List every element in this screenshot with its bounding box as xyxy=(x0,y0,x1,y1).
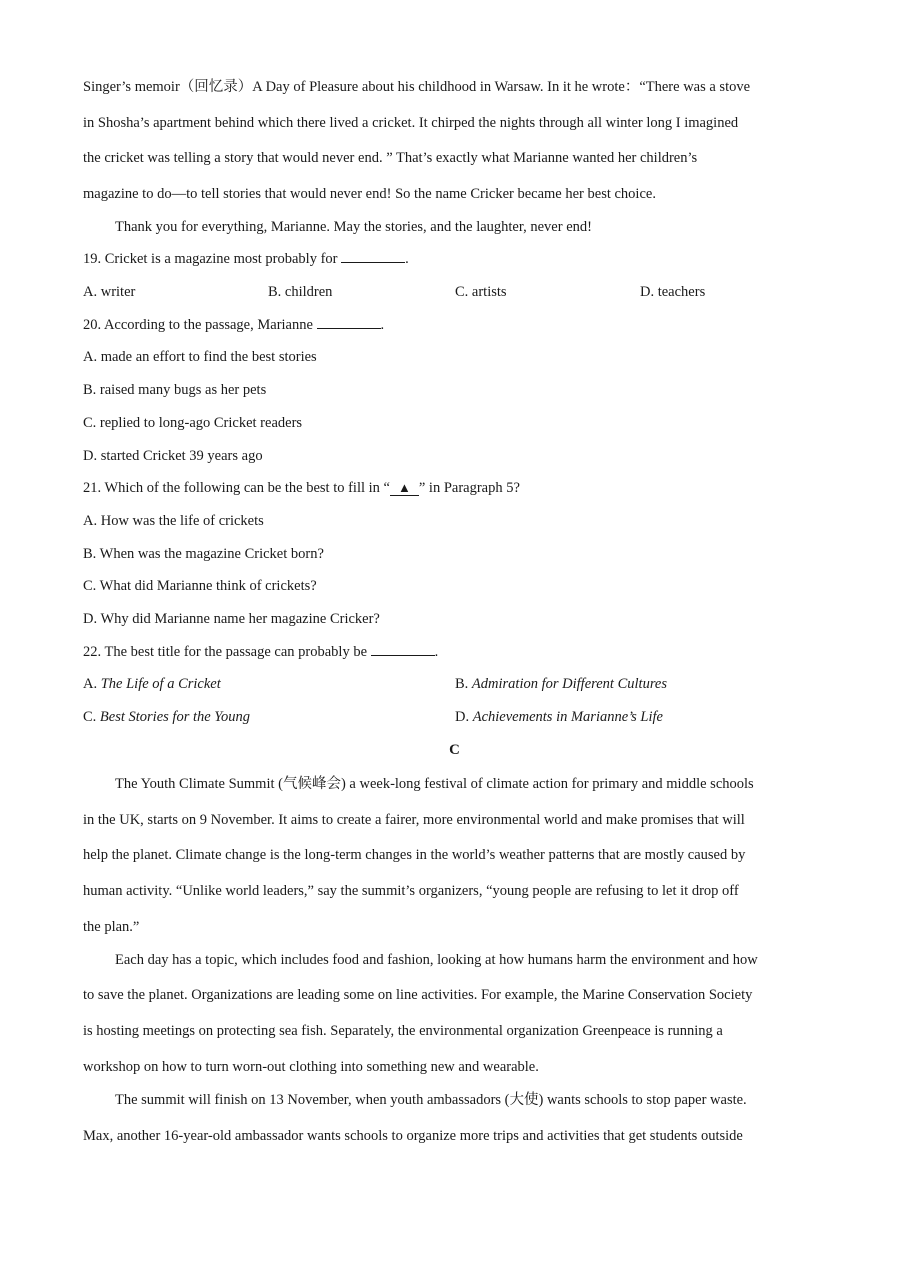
q19-option-d: D. teachers xyxy=(640,284,706,300)
q20-option-d: D. started Cricket 39 years ago xyxy=(83,448,263,464)
question-stem-text: 22. The best title for the passage can probably be xyxy=(83,644,371,660)
q22-option-b xyxy=(455,675,667,693)
q19-option-a: A. writer xyxy=(83,284,136,300)
q22-option-c xyxy=(83,708,250,726)
section-heading: C xyxy=(449,742,460,758)
passage-line: workshop on how to turn worn-out clothing into something new and wearable. xyxy=(83,1059,539,1075)
option-letter: C. xyxy=(83,709,100,725)
question-stem-text: 20. According to the passage, Marianne xyxy=(83,317,317,333)
triangle-blank: ▲ xyxy=(390,481,419,496)
answer-blank xyxy=(317,316,381,329)
option-text: The Life of a Cricket xyxy=(100,676,221,692)
passage-line: magazine to do—to tell stories that would never end! So the name Cricker became her best choice. xyxy=(83,186,656,202)
q19-option-c: C. artists xyxy=(455,284,507,300)
question-stem-text: 19. Cricket is a magazine most probably for xyxy=(83,251,342,267)
passage-line: the cricket was telling a story that would never end. ” That’s exactly what Marianne wanted her children’s xyxy=(83,150,698,166)
passage-line: help the planet. Climate change is the long-term changes in the world’s weather patterns that are mostly caused by xyxy=(83,847,746,863)
passage-closing: Thank you for everything, Marianne. May the stories, and the laughter, never end! xyxy=(115,219,592,235)
passage-line: The summit will finish on 13 November, when youth ambassadors (大使) wants schools to stop paper waste. xyxy=(115,1092,747,1108)
passage-line: The Youth Climate Summit (气候峰会) a week-long festival of climate action for primary and middle schools xyxy=(115,776,754,792)
question-20-stem xyxy=(83,316,384,334)
question-22-stem xyxy=(83,643,438,661)
passage-line: human activity. “Unlike world leaders,” say the summit’s organizers, “young people are refusing to let it drop off xyxy=(83,883,739,899)
option-text: Best Stories for the Young xyxy=(99,709,251,725)
q22-option-a xyxy=(83,675,221,693)
question-stem-end: . xyxy=(380,317,385,333)
passage-line: the plan.” xyxy=(83,919,140,935)
question-21-stem xyxy=(83,479,520,497)
passage-line: in the UK, starts on 9 November. It aims to create a fairer, more environmental world and make promises that will xyxy=(83,812,745,828)
q21-option-a: A. How was the life of crickets xyxy=(83,513,264,529)
q20-option-a: A. made an effort to find the best stories xyxy=(83,349,317,365)
passage-line: Each day has a topic, which includes food and fashion, looking at how humans harm the environment and how xyxy=(115,952,758,968)
question-stem-end: . xyxy=(434,644,439,660)
passage-line: Max, another 16-year-old ambassador wants schools to organize more trips and activities that get students outside xyxy=(83,1128,743,1144)
option-text: Achievements in Marianne’s Life xyxy=(472,709,663,725)
q21-option-b: B. When was the magazine Cricket born? xyxy=(83,546,324,562)
option-letter: A. xyxy=(83,676,101,692)
answer-blank xyxy=(371,643,435,656)
passage-line: Singer’s memoir（回忆录）A Day of Pleasure about his childhood in Warsaw. In it he wrote：“There was a stove xyxy=(83,79,751,95)
q19-option-b: B. children xyxy=(268,284,333,300)
passage-line: in Shosha’s apartment behind which there lived a cricket. It chirped the nights through all winter long I imagined xyxy=(83,115,739,131)
q20-option-c: C. replied to long-ago Cricket readers xyxy=(83,415,303,431)
q20-option-b: B. raised many bugs as her pets xyxy=(83,382,267,398)
q21-option-c: C. What did Marianne think of crickets? xyxy=(83,578,317,594)
question-stem-end: . xyxy=(405,251,409,267)
question-stem-end: ” in Paragraph 5? xyxy=(418,480,520,496)
passage-line: is hosting meetings on protecting sea fish. Separately, the environmental organization Greenpeace is running a xyxy=(83,1023,723,1039)
question-19-stem xyxy=(83,250,409,268)
question-stem-text: 21. Which of the following can be the best to fill in “ xyxy=(83,480,390,496)
passage-line: to save the planet. Organizations are leading some on line activities. For example, the Marine Conservation Society xyxy=(83,987,753,1003)
option-letter: B. xyxy=(455,676,472,692)
answer-blank xyxy=(341,250,405,263)
q22-option-d xyxy=(455,708,663,726)
q21-option-d: D. Why did Marianne name her magazine Cricker? xyxy=(83,611,380,627)
option-letter: D. xyxy=(455,709,473,725)
option-text: Admiration for Different Cultures xyxy=(471,676,667,692)
